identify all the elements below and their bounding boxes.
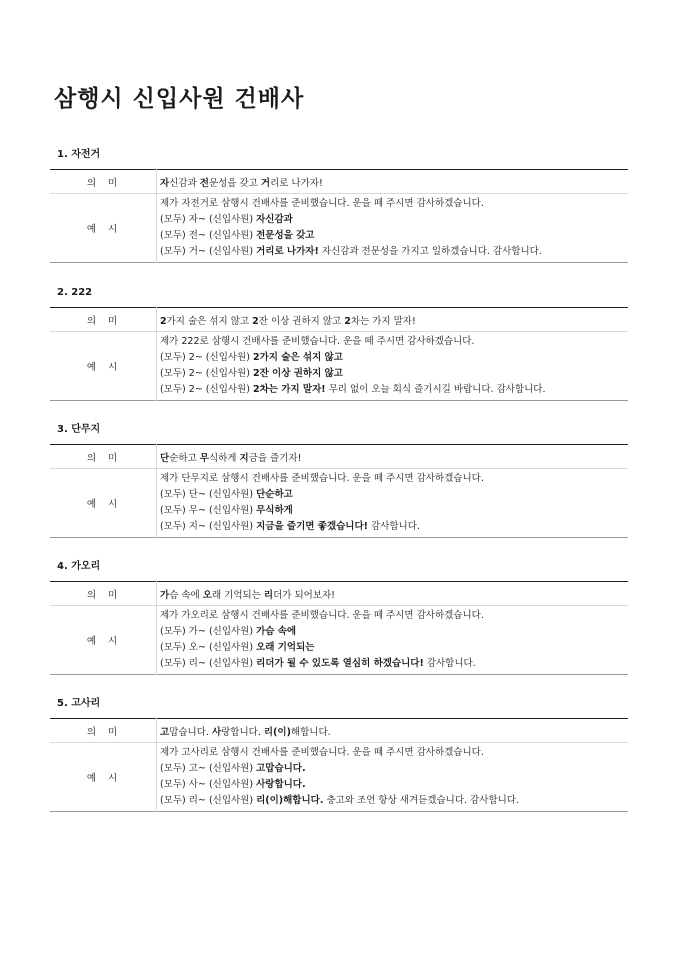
section-heading: 5. 고사리 (57, 698, 101, 709)
example-label: 예시 (50, 332, 157, 401)
text-run: 차는 가지 말자! (350, 315, 416, 327)
emphasis-text: 자신감과 (256, 214, 293, 225)
meaning-row (50, 582, 628, 606)
example-line (160, 228, 628, 244)
meaning-row (50, 445, 628, 469)
toast-section (50, 148, 628, 263)
example-line (160, 212, 628, 228)
example-line (160, 382, 628, 398)
emphasis-text: 오 (202, 589, 212, 601)
toast-table (50, 581, 628, 675)
text-run: 제가 222로 삼행시 건배사를 준비했습니다. 운을 떼 주시면 감사하겠습니다. (160, 336, 475, 347)
example-line (160, 471, 628, 487)
example-line (160, 640, 628, 656)
meaning-content (157, 719, 629, 743)
example-row (50, 469, 628, 538)
example-content (157, 606, 629, 675)
emphasis-text: 리더가 될 수 있도록 열심히 하겠습니다! (256, 658, 424, 669)
text-run: (모두) 2~ (신입사원) (160, 352, 253, 363)
text-run: (모두) 오~ (신입사원) (160, 642, 257, 653)
emphasis-text: 거리로 나가자! (256, 246, 319, 257)
example-label: 예시 (50, 194, 157, 263)
text-run: 식하게 (208, 452, 240, 464)
example-line (160, 519, 628, 535)
text-run: (모두) 리~ (신입사원) (160, 658, 257, 669)
meaning-content (157, 308, 629, 332)
example-content (157, 469, 629, 538)
emphasis-text: 단 (160, 452, 170, 464)
emphasis-text: 리(이)해합니다. (256, 795, 324, 806)
text-run: 래 기억되는 (211, 589, 264, 601)
emphasis-text: 2차는 가지 말자! (252, 384, 326, 395)
example-label: 예시 (50, 469, 157, 538)
text-run: 제가 고사리로 삼행시 건배사를 준비했습니다. 운을 떼 주시면 감사하겠습니다. (160, 747, 484, 758)
emphasis-text: 사랑합니다. (256, 779, 306, 790)
emphasis-text: 무식하게 (256, 505, 293, 516)
emphasis-text: 가 (160, 589, 170, 601)
text-run: (모두) 2~ (신입사원) (160, 368, 253, 379)
text-run: (모두) 2~ (신입사원) (160, 384, 253, 395)
example-content (157, 194, 629, 263)
text-run: 신감과 (169, 177, 200, 189)
toast-section (50, 286, 628, 401)
emphasis-text: 무 (199, 452, 209, 464)
example-line (160, 350, 628, 366)
emphasis-text: 지 (239, 452, 249, 464)
example-line (160, 366, 628, 382)
text-run: (모두) 무~ (신입사원) (160, 505, 257, 516)
example-content (157, 743, 629, 812)
example-content (157, 332, 629, 401)
example-line (160, 656, 628, 672)
example-row (50, 194, 628, 263)
emphasis-text: 2가지 술은 섞지 않고 (252, 352, 343, 363)
text-run: (모두) 지~ (신입사원) (160, 521, 257, 532)
example-line (160, 244, 628, 260)
text-run: 감사합니다. (368, 521, 420, 532)
emphasis-text: 가슴 속에 (256, 626, 297, 637)
example-line (160, 503, 628, 519)
text-run: 잔 이상 권하지 않고 (258, 315, 345, 327)
meaning-label: 의미 (50, 445, 157, 469)
example-line (160, 624, 628, 640)
toast-table (50, 444, 628, 538)
text-run: 제가 단무지로 삼행시 건배사를 준비했습니다. 운을 떼 주시면 감사하겠습니다. (160, 473, 484, 484)
emphasis-text: 오래 기억되는 (256, 642, 315, 653)
text-run: (모두) 리~ (신입사원) (160, 795, 257, 806)
emphasis-text: 2 (344, 315, 351, 327)
text-run: 더가 되어보자! (273, 589, 335, 601)
meaning-label: 의미 (50, 170, 157, 194)
section-heading: 2. 222 (57, 287, 93, 298)
text-run: 순하고 (169, 452, 200, 464)
example-line (160, 608, 628, 624)
example-row (50, 606, 628, 675)
text-run: 충고와 조언 항상 새겨듣겠습니다. 감사합니다. (323, 795, 519, 806)
toast-table (50, 307, 628, 401)
text-run: (모두) 사~ (신입사원) (160, 779, 257, 790)
meaning-row (50, 170, 628, 194)
meaning-content (157, 170, 629, 194)
meaning-row (50, 719, 628, 743)
example-line (160, 761, 628, 777)
meaning-content (157, 582, 629, 606)
text-run: (모두) 가~ (신입사원) (160, 626, 257, 637)
text-run: (모두) 자~ (신입사원) (160, 214, 257, 225)
example-line (160, 196, 628, 212)
example-line (160, 334, 628, 350)
emphasis-text: 리(이) (263, 726, 291, 738)
text-run: 리로 나가자! (270, 177, 323, 189)
toast-section (50, 560, 628, 675)
text-run: 제가 가오리로 삼행시 건배사를 준비했습니다. 운을 떼 주시면 감사하겠습니다. (160, 610, 484, 621)
toast-table (50, 169, 628, 263)
text-run: 무리 없이 오늘 회식 즐기시길 바랍니다. 감사합니다. (325, 384, 546, 395)
meaning-row (50, 308, 628, 332)
text-run: 슴 속에 (169, 589, 203, 601)
meaning-label: 의미 (50, 719, 157, 743)
example-line (160, 745, 628, 761)
example-line (160, 487, 628, 503)
section-heading: 3. 단무지 (57, 424, 101, 435)
emphasis-text: 고맙습니다. (256, 763, 306, 774)
text-run: (모두) 전~ (신입사원) (160, 230, 257, 241)
text-run: 랑합니다. (221, 726, 264, 738)
text-run: (모두) 단~ (신입사원) (160, 489, 257, 500)
text-run: 맙습니다. (169, 726, 212, 738)
meaning-content (157, 445, 629, 469)
text-run: 제가 자전거로 삼행시 건배사를 준비했습니다. 운을 떼 주시면 감사하겠습니다. (160, 198, 484, 209)
text-run: 금을 즐기자! (248, 452, 302, 464)
emphasis-text: 자 (160, 177, 170, 189)
example-row (50, 332, 628, 401)
example-label: 예시 (50, 743, 157, 812)
emphasis-text: 사 (211, 726, 222, 738)
text-run: (모두) 고~ (신입사원) (160, 763, 257, 774)
meaning-label: 의미 (50, 582, 157, 606)
emphasis-text: 지금을 즐기면 좋겠습니다! (256, 521, 368, 532)
emphasis-text: 2잔 이상 권하지 않고 (252, 368, 343, 379)
toast-section (50, 697, 628, 812)
example-line (160, 777, 628, 793)
emphasis-text: 전 (199, 177, 209, 189)
text-run: 가지 술은 섞지 않고 (166, 315, 253, 327)
toast-section (50, 423, 628, 538)
text-run: 자신감과 전문성을 가지고 일하겠습니다. 감사합니다. (318, 246, 542, 257)
emphasis-text: 고 (160, 726, 170, 738)
text-run: 감사합니다. (423, 658, 476, 669)
example-line (160, 793, 628, 809)
text-run: 문성을 갖고 (208, 177, 261, 189)
text-run: (모두) 거~ (신입사원) (160, 246, 257, 257)
emphasis-text: 2 (252, 315, 259, 327)
page-title: 삼행시 신입사원 건배사 (54, 86, 305, 112)
emphasis-text: 전문성을 갖고 (256, 230, 315, 241)
example-label: 예시 (50, 606, 157, 675)
emphasis-text: 단순하고 (256, 489, 293, 500)
example-row (50, 743, 628, 812)
meaning-label: 의미 (50, 308, 157, 332)
emphasis-text: 거 (260, 177, 271, 189)
section-heading: 1. 자전거 (57, 149, 101, 160)
emphasis-text: 리 (263, 589, 274, 601)
emphasis-text: 2 (160, 315, 167, 327)
toast-table (50, 718, 628, 812)
text-run: 해합니다. (290, 726, 331, 738)
section-heading: 4. 가오리 (57, 561, 101, 572)
